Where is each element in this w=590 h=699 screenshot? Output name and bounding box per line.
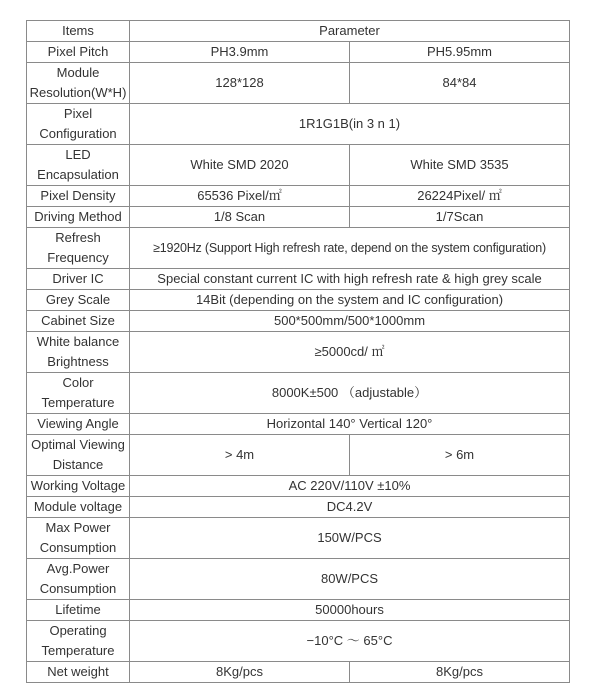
table-row [27,497,570,518]
row-value: DC4.2V [130,497,570,518]
row-label: Driving Method [27,207,130,228]
row-value-a: 65536 Pixel/㎡ [130,186,350,207]
row-value-b: 26224Pixel/ ㎡ [350,186,570,207]
row-value-a: PH3.9mm [130,42,350,63]
row-value-a: 1/8 Scan [130,207,350,228]
row-value: AC 220V/110V ±10% [130,476,570,497]
table-row [27,63,570,104]
row-value: Horizontal 140° Vertical 120° [130,414,570,435]
row-value-a: White SMD 2020 [130,145,350,186]
row-value-b: White SMD 3535 [350,145,570,186]
table-row [27,228,570,269]
row-label: Color Temperature [27,373,130,414]
table-row [27,104,570,145]
row-value-a: > 4m [130,435,350,476]
row-label: Avg.Power Consumption [27,559,130,600]
row-label: Operating Temperature [27,621,130,662]
row-value-a: 128*128 [130,63,350,104]
table-row [27,476,570,497]
table-row [27,621,570,662]
table-row [27,559,570,600]
row-label: Lifetime [27,600,130,621]
row-label: Driver IC [27,269,130,290]
table-row [27,186,570,207]
row-label: Pixel Configuration [27,104,130,145]
row-label: Refresh Frequency [27,228,130,269]
spec-table [26,20,570,683]
row-value: 1R1G1B(in 3 n 1) [130,104,570,145]
row-label: Pixel Pitch [27,42,130,63]
row-value-b: 84*84 [350,63,570,104]
row-label: Working Voltage [27,476,130,497]
table-row [27,600,570,621]
row-value: 500*500mm/500*1000mm [130,311,570,332]
header-items: Items [27,21,130,42]
table-row [27,662,570,683]
row-label: Grey Scale [27,290,130,311]
table-row [27,290,570,311]
row-value: −10°C ～ 65°C [130,621,570,662]
table-row [27,435,570,476]
row-label: LED Encapsulation [27,145,130,186]
row-value-b: > 6m [350,435,570,476]
row-value-b: 8Kg/pcs [350,662,570,683]
row-label: Module Resolution(W*H) [27,63,130,104]
row-value: 8000K±500 （adjustable） [130,373,570,414]
header-parameter: Parameter [130,21,570,42]
row-value-a: 8Kg/pcs [130,662,350,683]
row-label: Net weight [27,662,130,683]
row-value: ≥1920Hz (Support High refresh rate, depend on the system configuration) [130,228,570,269]
table-row [27,42,570,63]
table-row [27,414,570,435]
table-row [27,311,570,332]
row-label: Pixel Density [27,186,130,207]
table-header-row [27,21,570,42]
row-label: Viewing Angle [27,414,130,435]
row-value: Special constant current IC with high refresh rate & high grey scale [130,269,570,290]
table-row [27,373,570,414]
row-label: White balance Brightness [27,332,130,373]
row-label: Max Power Consumption [27,518,130,559]
table-row [27,269,570,290]
row-value: 80W/PCS [130,559,570,600]
table-row [27,518,570,559]
row-value: 150W/PCS [130,518,570,559]
row-value: 14Bit (depending on the system and IC configuration) [130,290,570,311]
table-row [27,145,570,186]
row-value: 50000hours [130,600,570,621]
row-label: Cabinet Size [27,311,130,332]
row-label: Optimal Viewing Distance [27,435,130,476]
row-value-b: PH5.95mm [350,42,570,63]
table-row [27,332,570,373]
row-value: ≥5000cd/ ㎡ [130,332,570,373]
row-value-b: 1/7Scan [350,207,570,228]
table-row [27,207,570,228]
row-label: Module voltage [27,497,130,518]
